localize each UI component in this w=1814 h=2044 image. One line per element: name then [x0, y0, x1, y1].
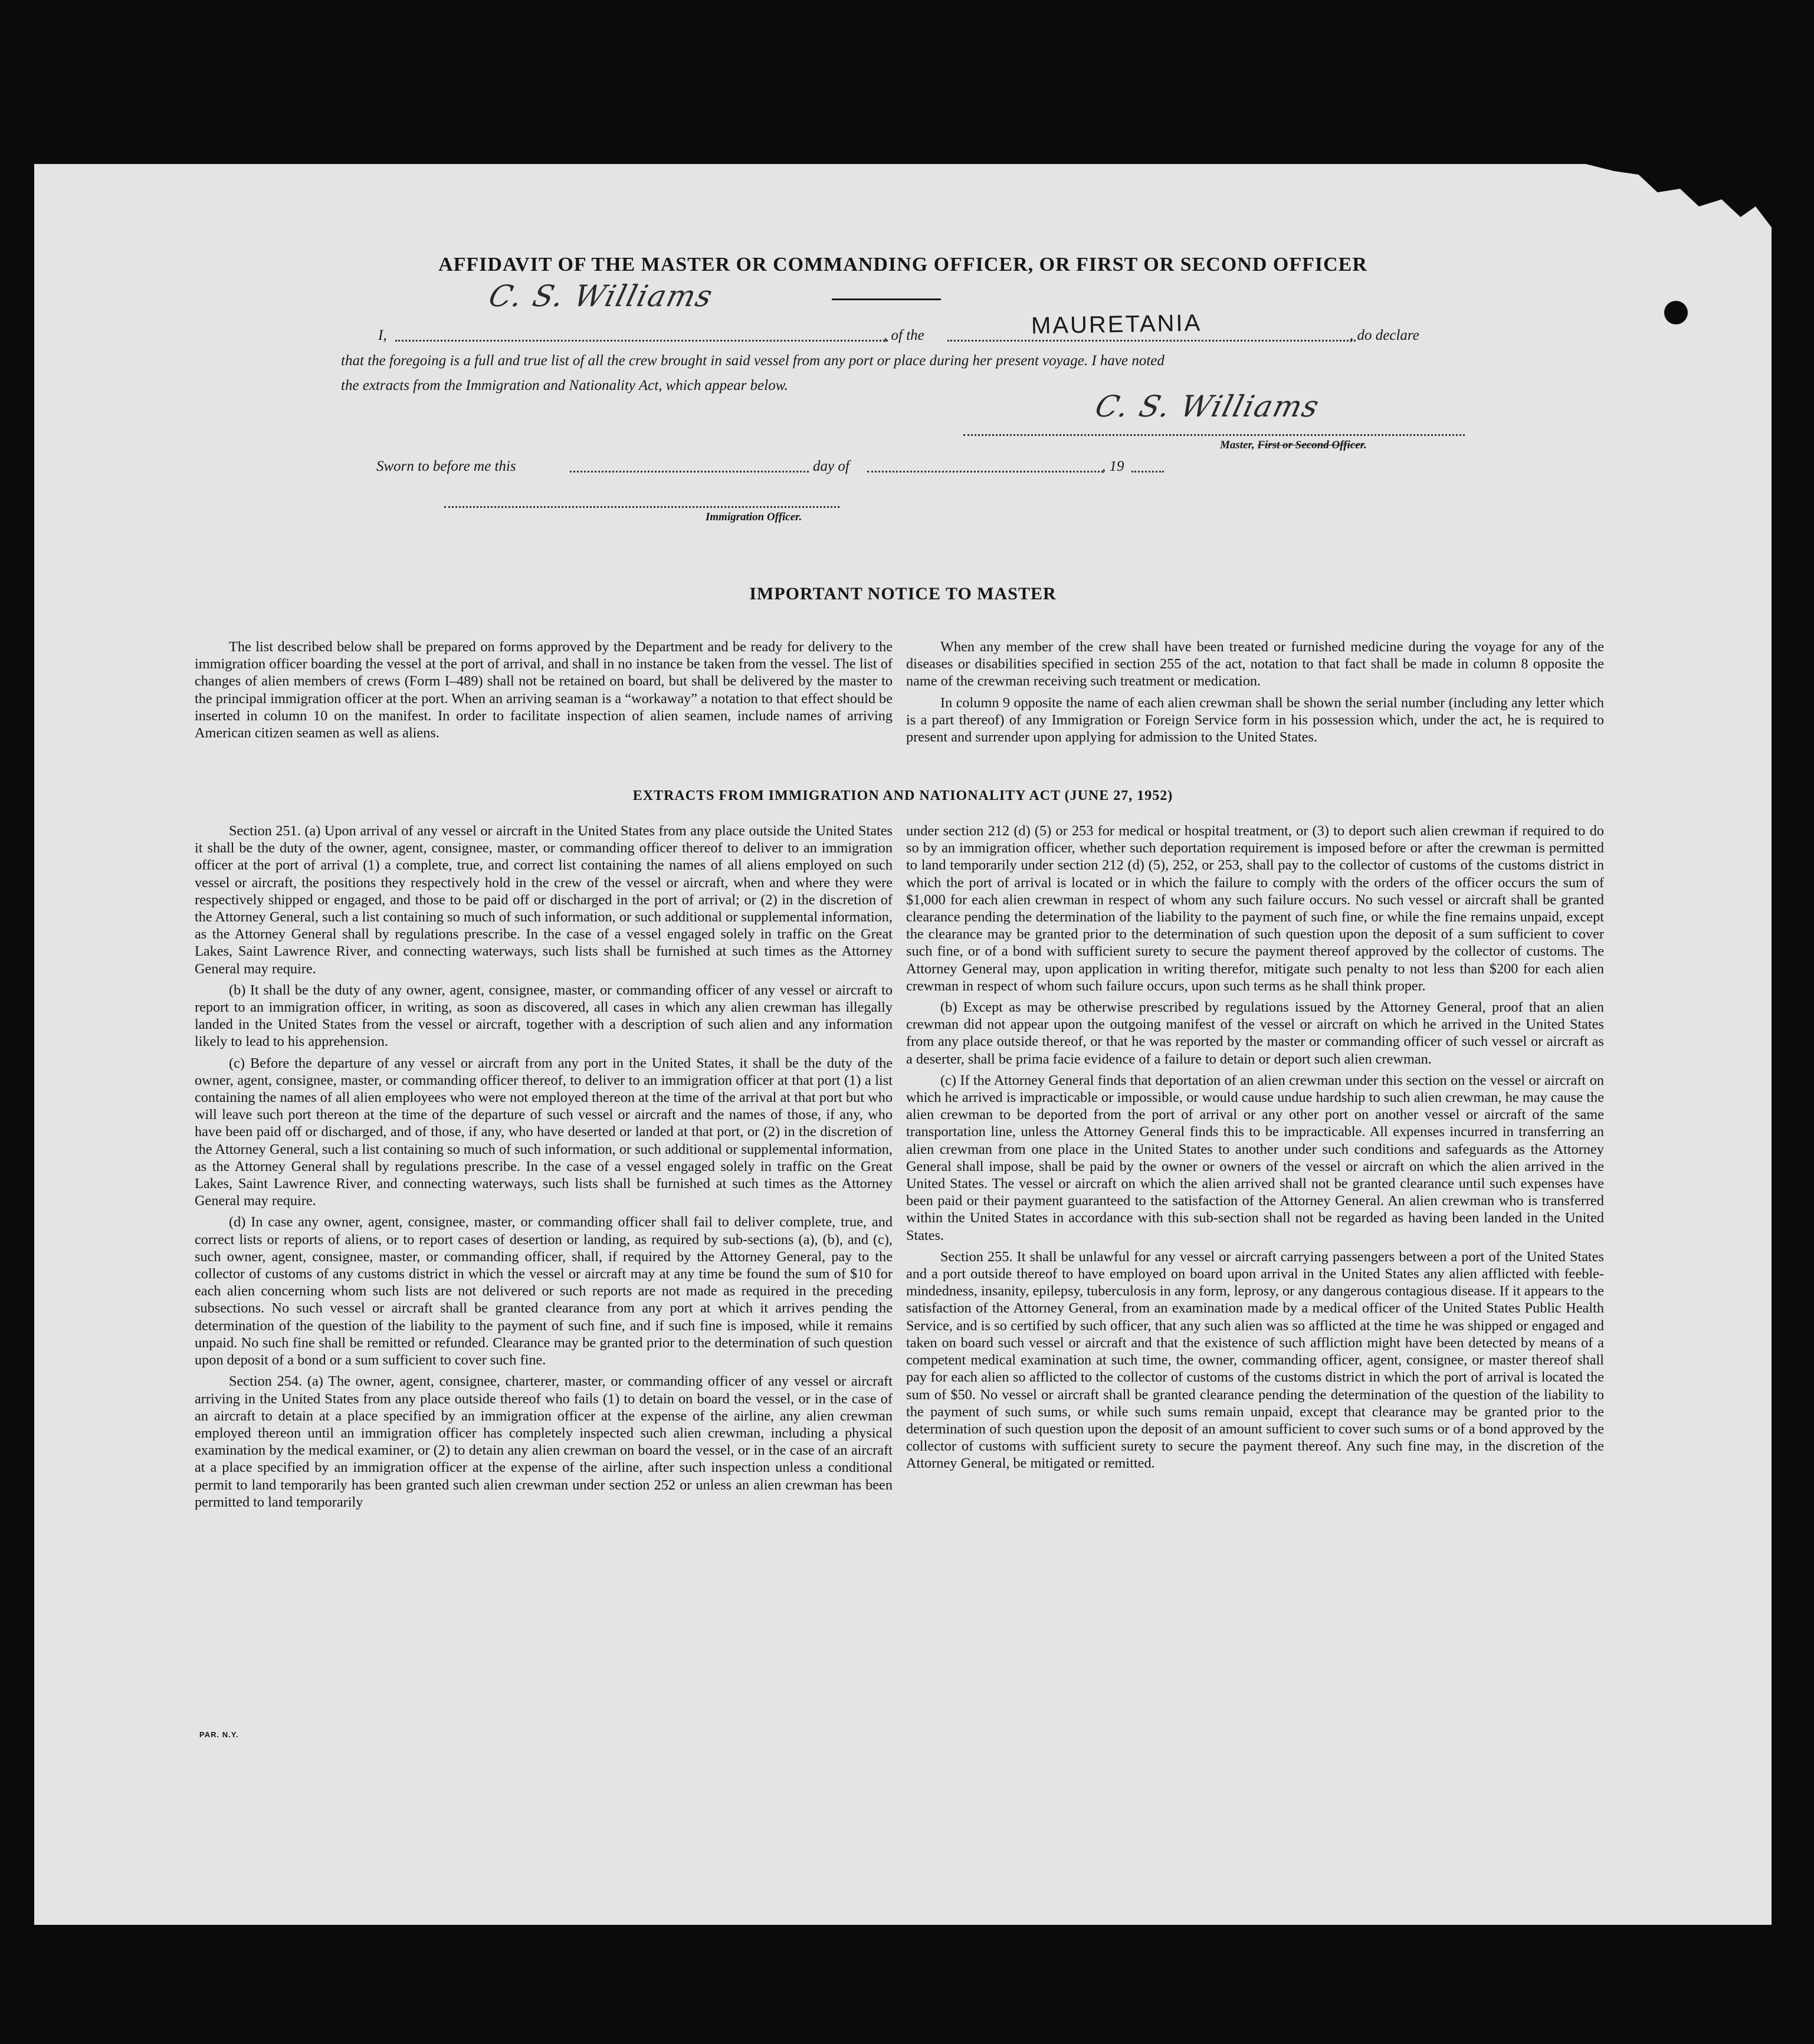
extracts-left-column — [195, 822, 893, 1515]
struck-officer-text: First or Second Officer — [1257, 439, 1364, 451]
year-label: , 19 — [1102, 458, 1124, 474]
master-label: Master, First or Second Officer. — [1220, 439, 1367, 451]
affidavit-title: AFFIDAVIT OF THE MASTER OR COMMANDING OFFICER, OR FIRST OR SECOND OFFICER — [438, 254, 1367, 275]
vessel-name-stamp: MAURETANIA — [1031, 310, 1202, 339]
officer-signature-line — [444, 506, 839, 508]
name-line — [395, 340, 888, 342]
notice-paragraph: When any member of the crew shall have been treated or furnished medicine during the voyage for any of the diseases or disabilities specified in section 255 of the act, notation to that fact shall be made in column 8 opposite the name of the crewman receiving such treatment or medication. — [906, 639, 1604, 690]
notice-left-column — [195, 638, 893, 746]
torn-corner — [1586, 164, 1774, 235]
sworn-day-line — [570, 471, 809, 473]
sworn-month-line — [867, 471, 1103, 473]
officer-label: Immigration Officer. — [706, 511, 802, 523]
document-page — [34, 164, 1772, 1925]
extract-paragraph: (b) It shall be the duty of any owner, agent, consignee, master, or commanding officer of any vessel or aircraft to report to an immigration officer, in writing, as soon as discovered, all cases in which any alien crewman has illegally landed in the United States from the vessel or aircraft, together with a description of such alien and any information likely to lead to his apprehension. — [195, 982, 893, 1050]
year-line — [1131, 471, 1164, 473]
notice-paragraph: The list described below shall be prepared on forms approved by the Department and be ready for delivery to the immigration officer boarding the vessel at the port of arrival, and shall in no instance be taken from the vessel. The list of changes of alien members of crews (Form I–489) shall not be retained on board, but shall be delivered by the master to the principal immigration officer at the port. When an arriving seaman is a “workaway” a notation to that effect should be inserted in column 10 on the manifest. In order to facilitate inspection of alien seamen, include names of arriving American citizen seamen as well as aliens. — [195, 639, 893, 742]
extract-paragraph: under section 212 (d) (5) or 253 for medical or hospital treatment, or (3) to deport such alien crewman if required to do so by an immigration officer, whether such deportation requirement is imposed before or after the crewman is permitted to land temporarily under section 212 (d) (5), 252, or 253, shall pay to the collector of customs of the customs district in which the port of arrival is located or in which the failure to comply with the orders of the officer occurs the sum of $1,000 for each alien crewman in respect of whom any such failure occurs. No such vessel or aircraft shall be granted clearance pending the determination of the liability to the payment of such fine, or while the fine remains unpaid, except the clearance may be granted prior to the determination of such question upon the deposit of a sum sufficient to cover such fine, or of a bond with sufficient surety to secure the payment thereof approved by the collector of customs. The Attorney General may, upon application in writing therefor, mitigate such penalty to not less than $200 for each alien crewman in respect of whom such failure occurs, upon such terms as he shall think proper. — [906, 823, 1604, 994]
declaration-line-1: that the foregoing is a full and true list of all the crew brought in said vessel from any port or place during her present voyage. I have noted — [341, 353, 1164, 369]
i-label: I, — [378, 327, 387, 343]
extract-paragraph: Section 254. (a) The owner, agent, consignee, charterer, master, or commanding officer of any vessel or aircraft arriving in the United States from any place outside thereof who fails (1) to detain on board the vessel, or in the case of an aircraft to detain at a place specified by an immigration officer at the expense of the airline, any alien crewman employed thereon until an immigration officer has completely inspected such alien crewman, including a physical examination by the medical examiner, or (2) to detain any alien crewman on board the vessel, or in the case of an aircraft at a place specified by an immigration officer at the expense of the airline, after such inspection unless a conditional permit to land temporarily has been granted such alien crewman under section 252 or unless an alien crewman has been permitted to land temporarily — [195, 1373, 893, 1510]
extract-paragraph: (c) If the Attorney General finds that deportation of an alien crewman under this section on the vessel or aircraft on which he arrived is impracticable or impossible, or would cause undue hardship to such alien crewman, he may cause the alien crewman to be deported from the port of arrival or any other port on another vessel or aircraft of the same transportation line, unless the Attorney General finds this to be impracticable. All expenses incurred in transferring an alien crewman from one place in the United States to another under such conditions and safeguards as the Attorney General shall impose, shall be paid by the owner or owners of the vessel or aircraft on which the alien arrived in the United States. The vessel or aircraft on which the alien arrived shall not be granted clearance until such expenses have been paid or their payment guaranteed to the satisfaction of the Attorney General. An alien crewman who is transferred within the United States in accordance with this sub-section shall not be regarded as having been landed in the United States. — [906, 1072, 1604, 1244]
extract-paragraph: Section 251. (a) Upon arrival of any vessel or aircraft in the United States from any place outside the United States it shall be the duty of the owner, agent, consignee, master, or commanding officer thereof to deliver to an immigration officer at the port of arrival (1) a complete, true, and correct list containing the names of all aliens employed on such vessel or aircraft, the positions they respectively hold in the crew of the vessel or aircraft, when and where they were respectively shipped or engaged, and those to be paid off or discharged in the port of arrival; or (2) in the discretion of the Attorney General, such a list containing so much of such information, or such additional or supplemental information, as the Attorney General shall by regulations prescribe. In the case of a vessel engaged solely in traffic on the Great Lakes, Saint Lawrence River, and connecting waterways, such lists shall be furnished at such times as the Attorney General may require. — [195, 823, 893, 977]
declaration-line-2: the extracts from the Immigration and Nationality Act, which appear below. — [341, 378, 788, 393]
print-mark: PAR. N.Y. — [199, 1730, 239, 1739]
master-signature-line — [963, 434, 1465, 436]
master-signature: C. S. Williams — [1091, 389, 1324, 424]
punch-hole — [1664, 301, 1688, 324]
notice-right-column — [906, 638, 1604, 750]
signature-name: C. S. Williams — [485, 279, 717, 313]
extract-paragraph: (d) In case any owner, agent, consignee, master, or commanding officer shall fail to deliver complete, true, and correct lists or reports of aliens, or to report cases of desertion or landing, as required by sub-sections (a), (b), and (c), such owner, agent, consignee, master, or commanding officer, shall, if required by the Attorney General, pay to the collector of customs of any customs district in which the vessel or aircraft may at any time be found the sum of $10 for each alien concerning whom such lists are not delivered or such reports are not made as required in the preceding subsections. No such vessel or aircraft shall be granted clearance from any port at which it arrives pending the determination of the question of the liability to the payment of such fine, and if such fine is imposed, while it remains unpaid. No such fine shall be remitted or refunded. Clearance may be granted prior to the determination of such question upon deposit of a bond or a sum sufficient to cover such fine. — [195, 1214, 893, 1369]
extract-paragraph: (c) Before the departure of any vessel or aircraft from any port in the United States, it shall be the duty of the owner, agent, consignee, master, or commanding officer thereof, to deliver to an immigration officer at that port (1) a list containing the names of all alien employees who were not employed thereon at the time of the arrival at that port but who will leave such port thereon at the time of the departure of such vessel or aircraft and the names of those, if any, who have been paid off or discharged, and of those, if any, who have deserted or landed at that port, or (2) in the discretion of the Attorney General, such a list containing so much of such information, or such additional or supplemental information, as the Attorney General shall by regulations prescribe. In the case of a vessel engaged solely in traffic on the Great Lakes, Saint Lawrence River, and connecting waterways, such lists shall be furnished at such times as the Attorney General may require. — [195, 1055, 893, 1209]
extracts-title: EXTRACTS FROM IMMIGRATION AND NATIONALITY ACT (JUNE 27, 1952) — [632, 788, 1173, 803]
extract-paragraph: (b) Except as may be otherwise prescribed by regulations issued by the Attorney General, proof that an alien crewman did not appear upon the outgoing manifest of the vessel or aircraft on which he arrived in the United States from any place outside thereof, or that he was reported by the master or commanding officer of such vessel or aircraft as a deserter, shall be prima facie evidence of a failure to detain or deport such alien crewman. — [906, 999, 1604, 1067]
of-the-label: , of the — [884, 327, 924, 343]
title-rule — [832, 298, 941, 300]
notice-title: IMPORTANT NOTICE TO MASTER — [749, 584, 1057, 603]
vessel-line — [947, 340, 1356, 342]
extracts-right-column — [906, 822, 1604, 1477]
do-declare-label: , do declare — [1350, 327, 1419, 343]
sworn-label: Sworn to before me this — [376, 458, 516, 474]
notice-paragraph: In column 9 opposite the name of each alien crewman shall be shown the serial number (including any letter which is a part thereof) of any Immigration or Foreign Service form in his possession which, under the act, he is required to present and surrender upon applying for admission to the United States. — [906, 694, 1604, 746]
extract-paragraph: Section 255. It shall be unlawful for any vessel or aircraft carrying passengers between a port of the United States and a port outside thereof to have employed on board upon arrival in the United States any alien afflicted with feeble-mindedness, insanity, epilepsy, tuberculosis in any form, leprosy, or any dangerous contagious disease. If it appears to the satisfaction of the Attorney General, from an examination made by a medical officer of the United States Public Health Service, and is so certified by such officer, that any such alien was so afflicted at the time he was shipped or engaged and taken on board such vessel or aircraft and that the existence of such affliction might have been detected by means of a competent medical examination at such time, the owner, commanding officer, agent, consignee, or master thereof shall pay for each alien so afflicted to the collector of customs of the customs district in which the port of arrival is located the sum of $50. No vessel or aircraft shall be granted clearance pending the determination of the question of the liability to the payment of such sums, or while such sums remain unpaid, except that clearance may be granted prior to the determination of such question upon the deposit of an amount sufficient to cover such sums or of a bond approved by the collector of customs with sufficient surety to secure the payment thereof. Any such fine may, in the discretion of the Attorney General, be mitigated or remitted. — [906, 1248, 1604, 1472]
day-of-label: day of — [813, 458, 849, 474]
